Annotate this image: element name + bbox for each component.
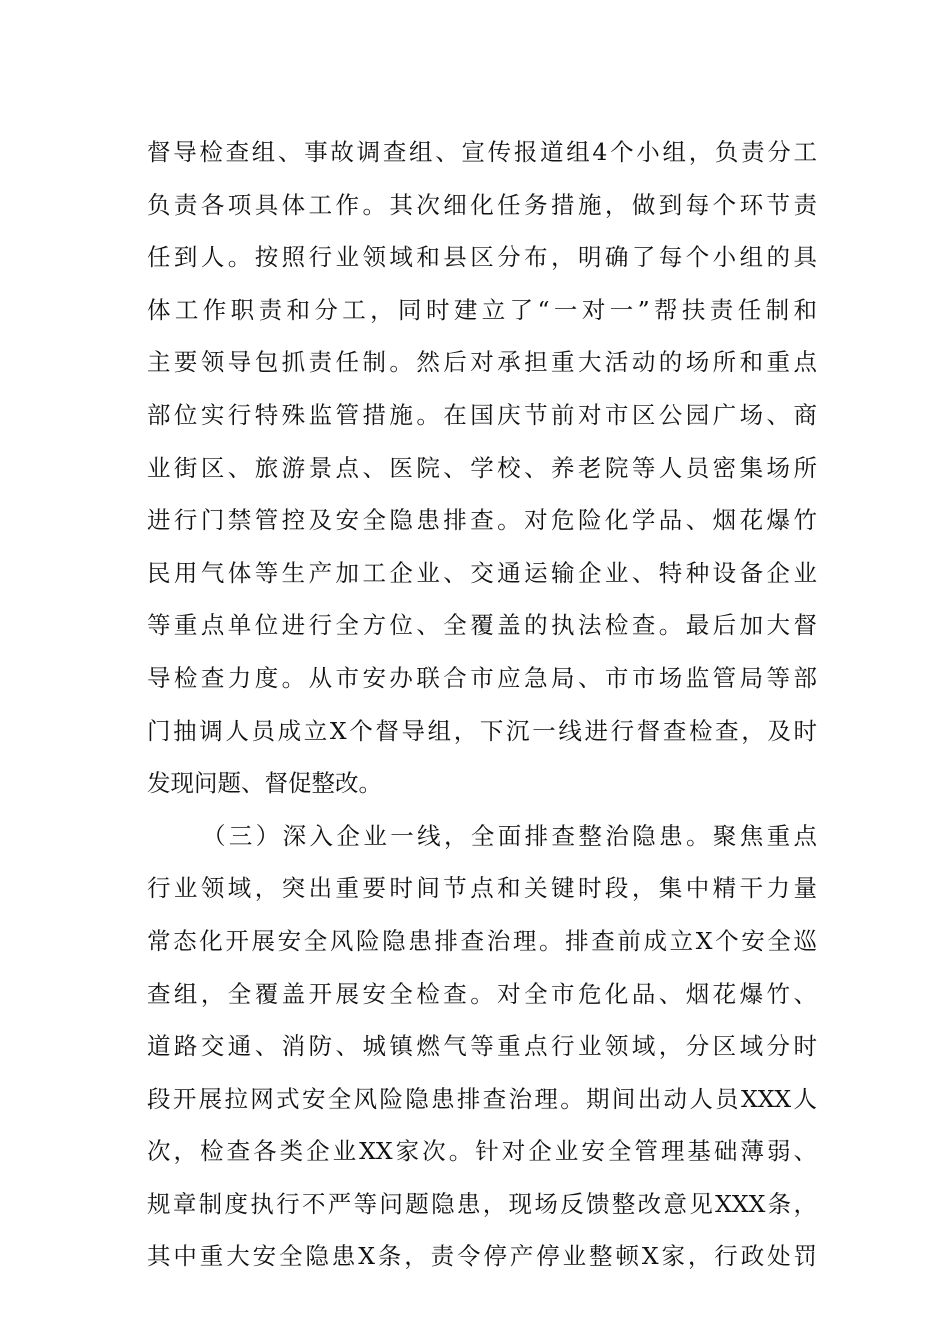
body-text (147, 132, 817, 1289)
text-line: 道路交通、消防、城镇燃气等重点行业领域，分区域分时 (147, 1032, 817, 1061)
text-line: 规章制度执行不严等问题隐患，现场反馈整改意见XXX条， (147, 1189, 817, 1218)
text-line: 常态化开展安全风险隐患排查治理。排查前成立X个安全巡 (147, 926, 817, 955)
text-line: 民用气体等生产加工企业、交通运输企业、特种设备企业 (147, 558, 817, 587)
text-line: 段开展拉网式安全风险隐患排查治理。期间出动人员XXX人 (147, 1084, 817, 1113)
text-line: 行业领域，突出重要时间节点和关键时段，集中精干力量 (147, 874, 817, 903)
text-line: 其中重大安全隐患X条，责令停产停业整顿X家，行政处罚 (147, 1242, 817, 1271)
text-line: 等重点单位进行全方位、全覆盖的执法检查。最后加大督 (147, 611, 817, 640)
text-line: 任到人。按照行业领域和县区分布，明确了每个小组的具 (147, 243, 817, 272)
text-line: 部位实行特殊监管措施。在国庆节前对市区公园广场、商 (147, 400, 817, 429)
text-line: 门抽调人员成立X个督导组，下沉一线进行督查检查，及时 (147, 716, 817, 745)
text-line: 督导检查组、事故调查组、宣传报道组4个小组，负责分工 (147, 138, 817, 166)
paragraph-1 (147, 132, 817, 816)
text-line: 负责各项具体工作。其次细化任务措施，做到每个环节责 (147, 190, 817, 219)
text-line: 发现问题、督促整改。 (147, 769, 382, 798)
text-line: 次，检查各类企业XX家次。针对企业安全管理基础薄弱、 (147, 1137, 817, 1166)
section-heading-line: （三）深入企业一线，全面排查整治隐患。聚焦重点 (202, 821, 817, 850)
text-line: 查组，全覆盖开展安全检查。对全市危化品、烟花爆竹、 (147, 979, 817, 1008)
text-line: 体工作职责和分工，同时建立了“一对一”帮扶责任制和 (147, 295, 817, 324)
text-line: 主要领导包抓责任制。然后对承担重大活动的场所和重点 (147, 348, 817, 377)
paragraph-2 (147, 816, 817, 1289)
text-line: 导检查力度。从市安办联合市应急局、市市场监管局等部 (147, 663, 817, 692)
text-line: 进行门禁管控及安全隐患排查。对危险化学品、烟花爆竹 (147, 506, 817, 535)
text-line: 业街区、旅游景点、医院、学校、养老院等人员密集场所 (147, 453, 817, 482)
